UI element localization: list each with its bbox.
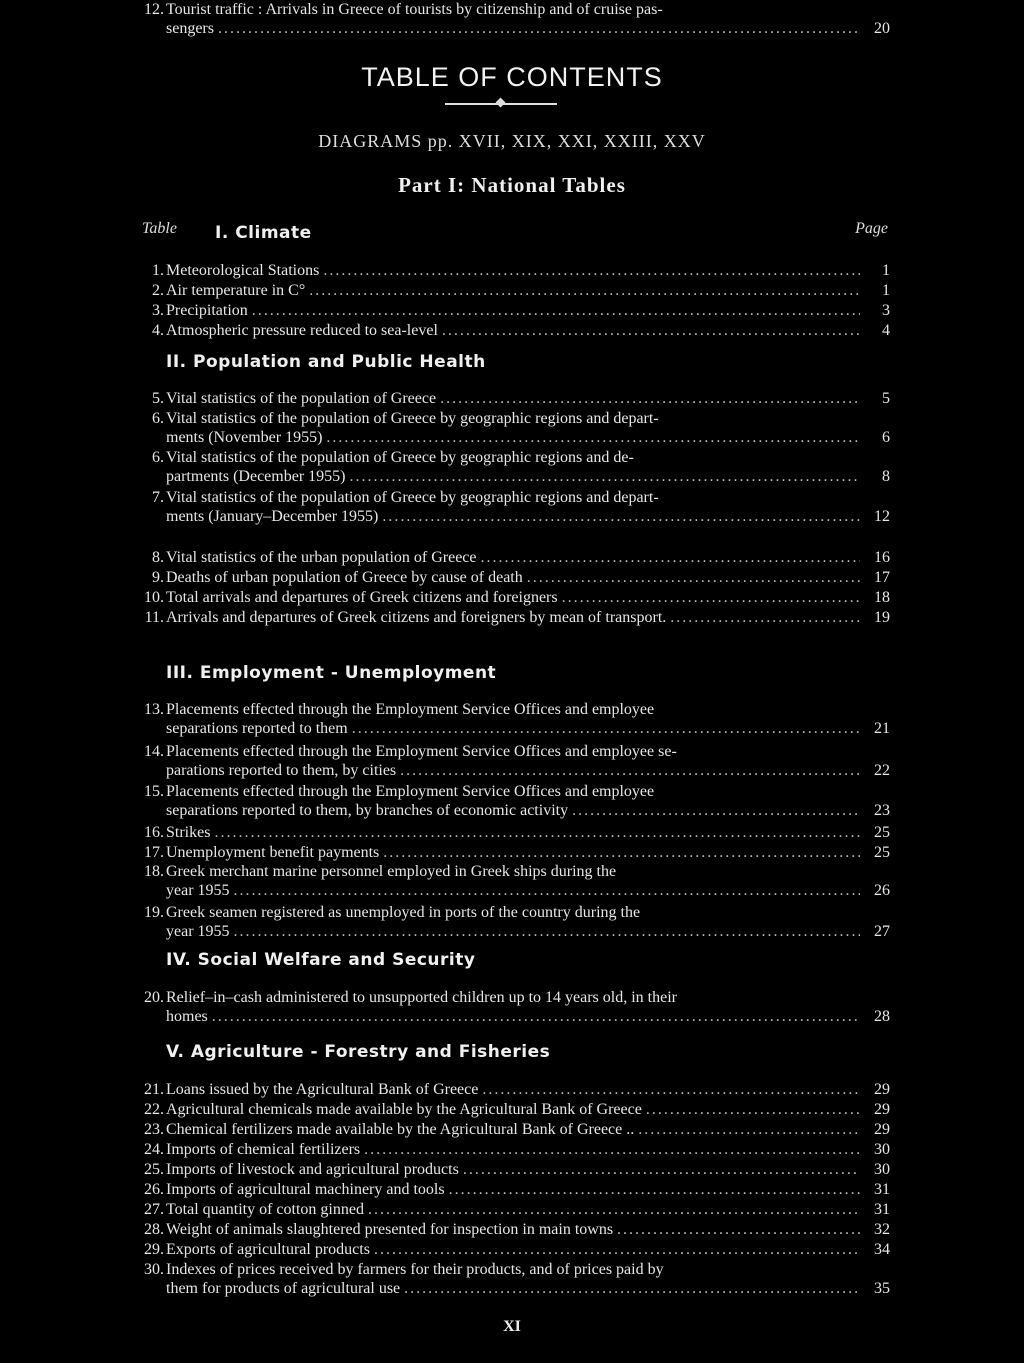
- entry-number: 2.: [152, 282, 164, 299]
- entry-page-number: 6: [882, 429, 890, 446]
- entry-page-number: 1: [882, 262, 890, 279]
- entry-title: sengers: [166, 20, 214, 37]
- entry-number: 21.: [144, 1081, 164, 1098]
- entry-body: [166, 782, 890, 820]
- entry-body: [166, 1140, 890, 1159]
- entry-number: 13.: [144, 701, 164, 718]
- entry-body: [166, 488, 890, 526]
- entry-number: 16.: [144, 824, 164, 841]
- entry-title: Meteorological Stations: [166, 262, 320, 279]
- entry-number: 10.: [144, 589, 164, 606]
- entry-title: them for products of agricultural use: [166, 1280, 401, 1297]
- entry-title: Unemployment benefit payments: [166, 844, 380, 861]
- entry-body: [166, 1080, 890, 1099]
- entry-page-number: 4: [882, 322, 890, 339]
- entry-page-number: 16: [874, 549, 890, 566]
- entry-title: Vital statistics of the urban population of Greece: [166, 549, 477, 566]
- entry-number: 19.: [144, 904, 164, 921]
- entry-title: Agricultural chemicals made available by the Agricultural Bank of Greece: [166, 1101, 642, 1118]
- entry-title: Exports of agricultural products: [166, 1241, 370, 1258]
- dot-leader: [463, 1160, 860, 1179]
- entry-number: 20.: [144, 989, 164, 1006]
- dot-leader: [449, 1180, 860, 1199]
- entry-page-number: 29: [874, 1101, 890, 1118]
- dot-leader: [382, 507, 860, 526]
- entry-body: [166, 700, 890, 738]
- entry-page-number: 30: [874, 1141, 890, 1158]
- entry-page-number: 17: [874, 569, 890, 586]
- entry-title-line: Greek merchant marine personnel employed in Greek ships during the: [166, 863, 617, 880]
- entry-title: separations reported to them, by branches of economic activity: [166, 802, 569, 819]
- entry-body: [166, 1100, 890, 1119]
- entry-body: [166, 608, 890, 627]
- dot-leader: [562, 588, 860, 607]
- entry-title-line: Placements effected through the Employment Service Offices and employee se-: [166, 743, 677, 760]
- entry-page-number: 35: [874, 1280, 890, 1297]
- entry-number: 17.: [144, 844, 164, 861]
- dot-leader: [383, 843, 860, 862]
- column-header-table: Table: [142, 220, 177, 237]
- entry-body: [166, 301, 890, 320]
- entry-title: separations reported to them: [166, 720, 348, 737]
- entry-title-line: Vital statistics of the population of Greece by geographic regions and depart-: [166, 489, 659, 506]
- entry-title-line: Placements effected through the Employment Service Offices and employee: [166, 783, 655, 800]
- dot-leader: [482, 1080, 860, 1099]
- entry-body: [166, 742, 890, 780]
- dot-leader: [368, 1200, 860, 1219]
- entry-body: [166, 321, 890, 340]
- entry-title: Weight of animals slaughtered presented for inspection in main towns: [166, 1221, 614, 1238]
- entry-number: 25.: [144, 1161, 164, 1178]
- entry-title: ments (November 1955): [166, 429, 323, 446]
- entry-number: 23.: [144, 1121, 164, 1138]
- section-heading: V. Agriculture - Forestry and Fisheries: [166, 1042, 551, 1062]
- entry-title: parations reported to them, by cities: [166, 762, 397, 779]
- entry-title: Total quantity of cotton ginned: [166, 1201, 364, 1218]
- entry-number: 18.: [144, 863, 164, 880]
- entry-title-line: Placements effected through the Employment Service Offices and employee: [166, 701, 655, 718]
- dot-leader: [212, 1007, 860, 1026]
- diagrams-line: DIAGRAMS pp. XVII, XIX, XXI, XXIII, XXV: [318, 131, 706, 151]
- column-header-page: Page: [855, 220, 888, 237]
- entry-title: Imports of chemical fertilizers: [166, 1141, 361, 1158]
- dot-leader: [214, 823, 860, 842]
- title-ornament-diamond-icon: [496, 98, 506, 108]
- entry-number: 9.: [152, 569, 164, 586]
- entry-title-line: Tourist traffic : Arrivals in Greece of tourists by citizenship and of cruise pas-: [166, 1, 663, 18]
- entry-body: [166, 1180, 890, 1199]
- entry-page-number: 5: [882, 390, 890, 407]
- entry-title: Imports of livestock and agricultural products: [166, 1161, 459, 1178]
- entry-body: [166, 1240, 890, 1259]
- dot-leader: [364, 1140, 860, 1159]
- entry-title-line: Vital statistics of the population of Greece by geographic regions and de-: [166, 449, 634, 466]
- entry-title: Arrivals and departures of Greek citizens and foreigners by mean of transport.: [166, 609, 667, 626]
- entry-title: Chemical fertilizers made available by the Agricultural Bank of Greece ..: [166, 1121, 635, 1138]
- entry-body: [166, 1120, 890, 1139]
- dot-leader: [404, 1279, 860, 1298]
- entry-number: 24.: [144, 1141, 164, 1158]
- entry-title: Vital statistics of the population of Greece: [166, 390, 437, 407]
- entry-number: 15.: [144, 783, 164, 800]
- entry-number: 1.: [152, 262, 164, 279]
- entry-page-number: 21: [874, 720, 890, 737]
- dot-leader: [252, 301, 860, 320]
- entry-page-number: 32: [874, 1221, 890, 1238]
- dot-leader: [670, 608, 860, 627]
- section-heading: II. Population and Public Health: [166, 352, 486, 372]
- entry-number: 11.: [144, 609, 164, 626]
- entry-number: 30.: [144, 1261, 164, 1278]
- dot-leader: [481, 548, 861, 567]
- entry-number: 6.: [152, 410, 164, 427]
- entry-title-line: Vital statistics of the population of Greece by geographic regions and depart-: [166, 410, 659, 427]
- entry-body: [166, 389, 890, 408]
- entry-number: 29.: [144, 1241, 164, 1258]
- entry-page-number: 8: [882, 468, 890, 485]
- dot-leader: [352, 719, 860, 738]
- entry-title-line: Indexes of prices received by farmers for their products, and of prices paid by: [166, 1261, 664, 1278]
- entry-body: [166, 409, 890, 447]
- entry-title: partments (December 1955): [166, 468, 346, 485]
- entry-title: year 1955: [166, 923, 230, 940]
- entry-page-number: 25: [874, 844, 890, 861]
- entry-page-number: 30: [874, 1161, 890, 1178]
- entry-body: [166, 548, 890, 567]
- dot-leader: [440, 389, 860, 408]
- dot-leader: [400, 761, 860, 780]
- entry-number: 4.: [152, 322, 164, 339]
- dot-leader: [374, 1240, 860, 1259]
- section-heading: IV. Social Welfare and Security: [166, 950, 476, 970]
- entry-page-number: 18: [874, 589, 890, 606]
- entry-title: Imports of agricultural machinery and tools: [166, 1181, 445, 1198]
- entry-page-number: 20: [874, 20, 890, 37]
- dot-leader: [617, 1220, 860, 1239]
- section-heading: III. Employment - Unemployment: [166, 663, 497, 683]
- entry-body: [166, 988, 890, 1026]
- entry-number: 5.: [152, 390, 164, 407]
- entry-page-number: 12: [874, 508, 890, 525]
- dot-leader: [646, 1100, 860, 1119]
- entry-body: [166, 843, 890, 862]
- entry-body: [166, 862, 890, 900]
- dot-leader: [638, 1120, 860, 1139]
- entry-title: year 1955: [166, 882, 230, 899]
- dot-leader: [572, 801, 860, 820]
- section-heading: I. Climate: [215, 223, 312, 243]
- dot-leader: [234, 881, 860, 900]
- dot-leader: [309, 281, 860, 300]
- entry-page-number: 19: [874, 609, 890, 626]
- entry-body: [166, 1260, 890, 1298]
- entry-title: Strikes: [166, 824, 211, 841]
- entry-page-number: 31: [874, 1181, 890, 1198]
- entry-title: Total arrivals and departures of Greek citizens and foreigners: [166, 589, 558, 606]
- entry-body: [166, 1220, 890, 1239]
- entry-body: [166, 281, 890, 300]
- dot-leader: [218, 19, 860, 38]
- entry-body: [166, 261, 890, 280]
- entry-body: [166, 588, 890, 607]
- dot-leader: [234, 922, 860, 941]
- page-folio: XI: [503, 1318, 521, 1335]
- entry-number: 8.: [152, 549, 164, 566]
- dot-leader: [527, 568, 860, 587]
- entry-title: homes: [166, 1008, 208, 1025]
- entry-title: Loans issued by the Agricultural Bank of Greece: [166, 1081, 479, 1098]
- entry-number: 7.: [152, 489, 164, 506]
- entry-page-number: 23: [874, 802, 890, 819]
- dot-leader: [323, 261, 860, 280]
- entry-title: Atmospheric pressure reduced to sea-level: [166, 322, 438, 339]
- entry-number: 14.: [144, 743, 164, 760]
- part-title: Part I: National Tables: [398, 173, 626, 197]
- entry-page-number: 29: [874, 1081, 890, 1098]
- entry-body: [166, 448, 890, 486]
- entry-title: Air temperature in C°: [166, 282, 306, 299]
- entry-number: 27.: [144, 1201, 164, 1218]
- entry-number: 6.: [152, 449, 164, 466]
- entry-number: 26.: [144, 1181, 164, 1198]
- page-title: TABLE OF CONTENTS: [361, 62, 663, 92]
- entry-page-number: 34: [874, 1241, 890, 1258]
- entry-body: [166, 1200, 890, 1219]
- entry-title: ments (January–December 1955): [166, 508, 379, 525]
- entry-page-number: 1: [882, 282, 890, 299]
- entry-page-number: 28: [874, 1008, 890, 1025]
- entry-body: [166, 1160, 890, 1179]
- entry-number: 28.: [144, 1221, 164, 1238]
- entry-page-number: 27: [874, 923, 890, 940]
- entry-page-number: 31: [874, 1201, 890, 1218]
- entry-title: Precipitation: [166, 302, 248, 319]
- entry-body: [166, 823, 890, 842]
- dot-leader: [326, 428, 860, 447]
- entry-page-number: 25: [874, 824, 890, 841]
- entry-body: [166, 0, 890, 38]
- entry-number: 12.: [144, 1, 164, 18]
- entry-page-number: 3: [882, 302, 890, 319]
- entry-page-number: 29: [874, 1121, 890, 1138]
- entry-number: 22.: [144, 1101, 164, 1118]
- entry-number: 3.: [152, 302, 164, 319]
- entry-title-line: Relief–in–cash administered to unsupported children up to 14 years old, in their: [166, 989, 677, 1006]
- entry-title: Deaths of urban population of Greece by cause of death: [166, 569, 523, 586]
- entry-page-number: 26: [874, 882, 890, 899]
- entry-body: [166, 568, 890, 587]
- dot-leader: [442, 321, 860, 340]
- entry-body: [166, 903, 890, 941]
- entry-page-number: 22: [874, 762, 890, 779]
- entry-title-line: Greek seamen registered as unemployed in ports of the country during the: [166, 904, 641, 921]
- dot-leader: [349, 467, 860, 486]
